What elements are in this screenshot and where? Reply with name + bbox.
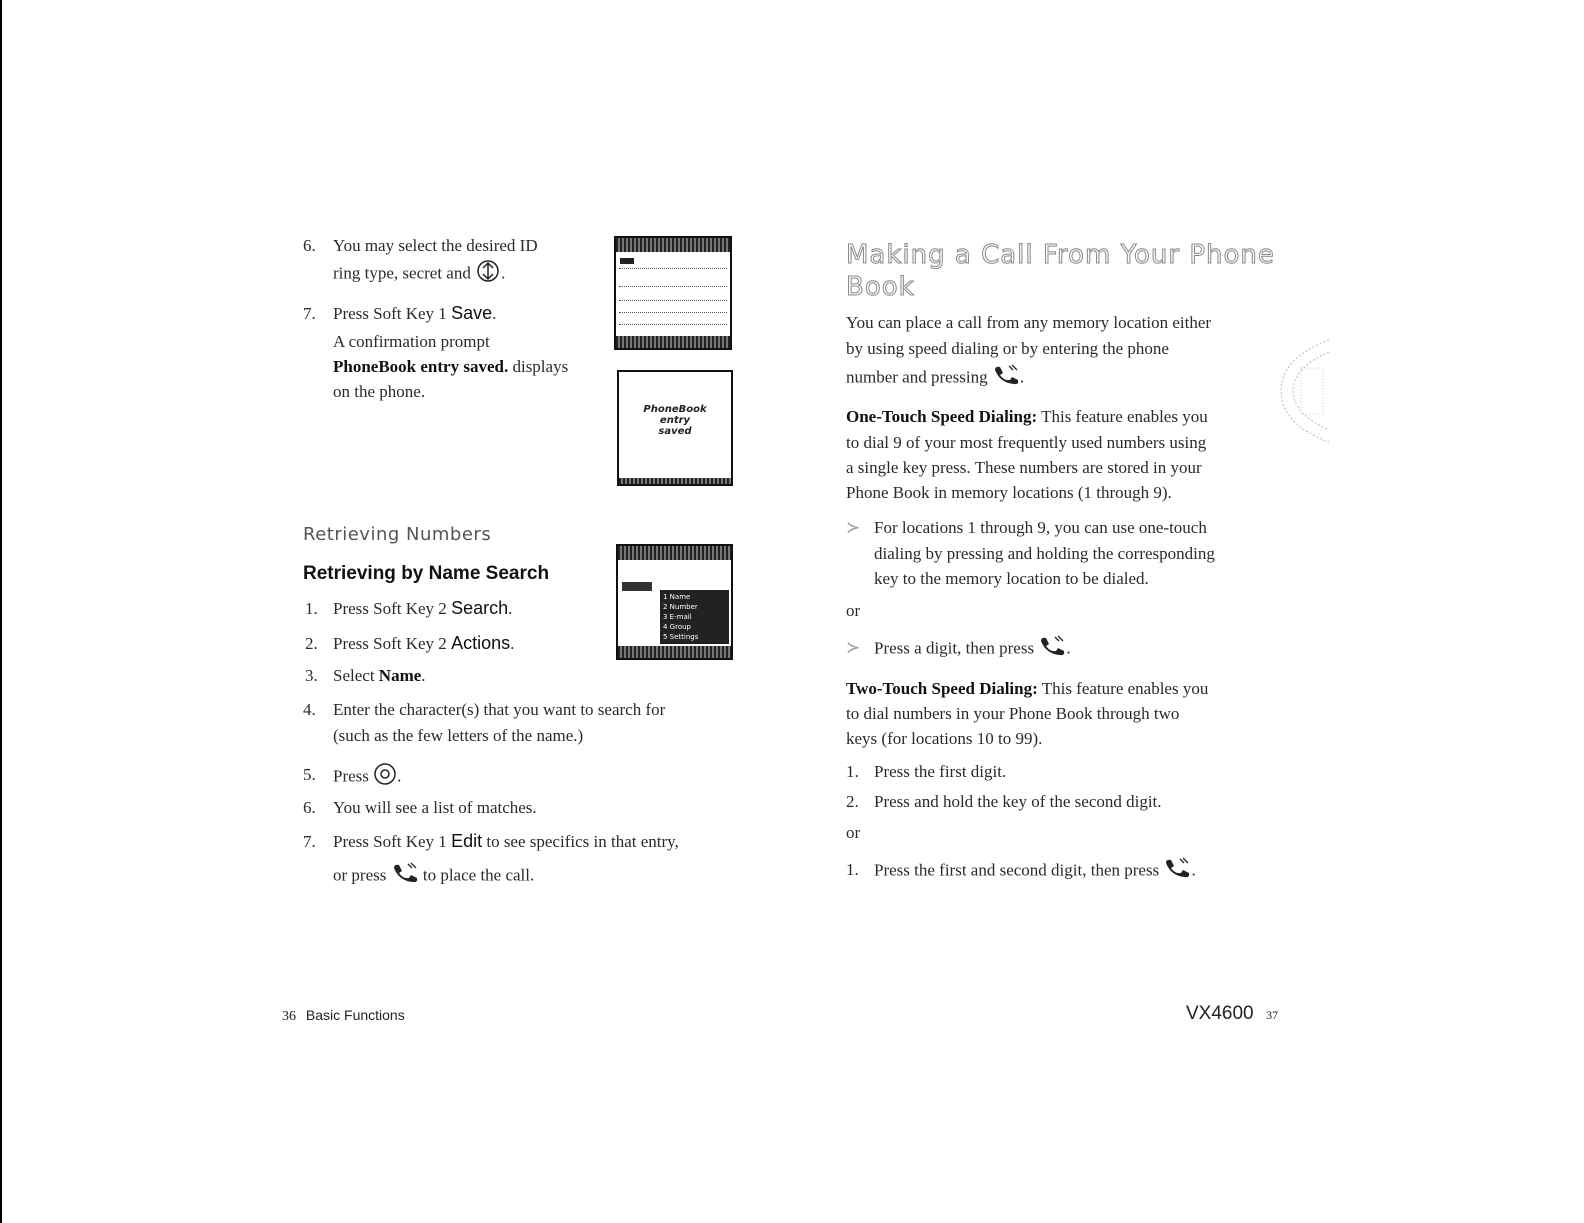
- send-key-icon: [391, 862, 419, 891]
- step-text-line: [333, 862, 534, 891]
- step-text-line: [333, 829, 679, 854]
- bullet-text-line: Press a digit, then press .: [874, 635, 1071, 664]
- step-text-cont: ring type, secret and: [333, 263, 471, 283]
- step-number: 1.: [846, 762, 859, 781]
- step-text-line: [333, 596, 512, 621]
- punct: .: [508, 599, 513, 618]
- step-text-line: Press the first and second digit, then press .: [874, 857, 1196, 886]
- step-text: Press and hold the key of the second digit.: [874, 792, 1162, 811]
- field-line: [619, 268, 727, 270]
- step-text-line: Press Soft Key 1 Save.: [333, 303, 497, 323]
- prompt-text: PhoneBook entry saved.: [333, 357, 509, 376]
- footer-right: [1186, 1003, 1278, 1025]
- menu-item: 2 Number: [663, 603, 698, 611]
- bullet-arrow-icon: ≻: [846, 638, 861, 657]
- step-text: to see specifics in that entry,: [482, 832, 679, 851]
- page-number: 36: [282, 1009, 296, 1024]
- send-key-icon: [1038, 635, 1066, 664]
- actions-menu: [660, 590, 729, 644]
- soft-key-label: Edit: [451, 831, 483, 851]
- step-text: displays: [508, 357, 569, 376]
- step-text-line: [333, 762, 401, 793]
- phone-screen-edit-entry: [614, 236, 732, 350]
- or-text: or: [846, 601, 861, 620]
- field-line: [619, 324, 727, 326]
- intro-text: number and pressing: [846, 367, 988, 387]
- saved-line: entry: [659, 415, 691, 426]
- model-name: VX4600: [1186, 1003, 1254, 1024]
- ok-key-icon: [373, 762, 397, 793]
- punct: .: [510, 634, 515, 653]
- page-title: Making a Call From Your Phone: [846, 240, 1275, 270]
- footer-left: [282, 1007, 405, 1025]
- step-number: 6.: [303, 236, 316, 255]
- field-line: [619, 312, 727, 314]
- step-text-line: ring type, secret and .: [333, 259, 505, 290]
- feature-label: Two-Touch Speed Dialing:: [846, 679, 1038, 698]
- step-number: 4.: [303, 700, 316, 719]
- step-text: Press the first digit.: [874, 762, 1007, 781]
- step-text: Press Soft Key 2: [333, 634, 452, 653]
- intro-text: You can place a call from any memory location either: [846, 313, 1212, 332]
- menu-item: 1 Name: [663, 593, 691, 601]
- soft-key-bar: [618, 646, 731, 658]
- soft-key-label: Search: [451, 598, 509, 618]
- bullet-text: dialing by pressing and holding the corresponding: [874, 544, 1215, 563]
- send-key-icon: [1163, 857, 1191, 886]
- step-text: on the phone.: [333, 382, 426, 401]
- step-text: Press the first and second digit, then press: [874, 860, 1160, 880]
- step-text-line: [333, 663, 426, 688]
- step-text: You will see a list of matches.: [333, 798, 537, 817]
- intro-text-line: number and pressing .: [846, 364, 1024, 393]
- feature-text: keys (for locations 10 to 99).: [846, 729, 1043, 748]
- step-text: Enter the character(s) that you want to search for: [333, 700, 666, 719]
- step-number: 6.: [303, 798, 316, 817]
- step-number: 7.: [303, 304, 316, 323]
- step-number: 7.: [303, 832, 316, 851]
- step-number: 5.: [303, 765, 316, 784]
- menu-item: 4 Group: [663, 623, 691, 631]
- step-number: 1.: [305, 599, 318, 618]
- highlight-row: [622, 582, 652, 591]
- footer-section: Basic Functions: [305, 1007, 405, 1023]
- feature-text: This feature enables you: [1037, 407, 1208, 426]
- field-line: [619, 286, 727, 288]
- soft-key-label: Save: [451, 303, 493, 323]
- step-text: You may select the desired ID: [333, 236, 538, 255]
- feature-label: One-Touch Speed Dialing:: [846, 407, 1038, 426]
- step-text: Press Soft Key 2: [333, 599, 452, 618]
- step-text-line: [333, 631, 514, 656]
- saved-line: PhoneBook: [643, 404, 707, 415]
- phone-screen-saved: [617, 370, 733, 486]
- step-text: Press: [333, 766, 369, 786]
- step-text-line: [333, 354, 568, 379]
- soft-key-bar: [619, 478, 731, 484]
- step-number: 2.: [846, 792, 859, 811]
- field-line: [619, 300, 727, 302]
- saved-line: saved: [658, 426, 692, 437]
- navigation-key-icon: [475, 259, 501, 290]
- step-text: (such as the few letters of the name.): [333, 726, 584, 745]
- step-text: Select: [333, 666, 379, 685]
- punct: .: [397, 766, 402, 786]
- feature-text: This feature enables you: [1037, 679, 1209, 698]
- soft-key-bar: [616, 336, 730, 348]
- bullet-text: For locations 1 through 9, you can use one-touch: [874, 518, 1207, 537]
- page-edge-rule: [0, 0, 2, 1223]
- feature-text: to dial 9 of your most frequently used numbers using: [846, 433, 1207, 452]
- punct: .: [421, 666, 426, 685]
- send-key-icon: [992, 364, 1020, 393]
- menu-option-label: Name: [378, 666, 422, 685]
- step-text: Press Soft Key 1: [333, 304, 452, 323]
- step-text: A confirmation prompt: [333, 332, 490, 351]
- bullet-text: key to the memory location to be dialed.: [874, 569, 1149, 588]
- subsection-title: Retrieving by Name Search: [303, 563, 550, 584]
- saved-message: [619, 404, 731, 437]
- feature-text: a single key press. These numbers are stored in your: [846, 458, 1202, 477]
- one-touch-para: [846, 404, 1208, 429]
- page-number: 37: [1266, 1008, 1279, 1022]
- step-text: Press Soft Key 1: [333, 832, 452, 851]
- status-bar: [618, 546, 731, 560]
- intro-text: by using speed dialing or by entering the phone: [846, 339, 1169, 358]
- step-text: to place the call.: [418, 865, 535, 885]
- section-title: Retrieving Numbers: [303, 524, 492, 545]
- field-marker: [620, 258, 634, 264]
- bullet-arrow-icon: ≻: [846, 518, 861, 537]
- page-title-cont: Book: [846, 272, 915, 302]
- menu-item: 3 E-mail: [663, 613, 692, 621]
- soft-key-label: Actions: [451, 633, 511, 653]
- two-touch-para: [846, 676, 1208, 701]
- phone-screen-search-actions: [616, 544, 733, 660]
- bullet-text: Press a digit, then press: [874, 638, 1035, 658]
- feature-text: Phone Book in memory locations (1 through 9).: [846, 483, 1172, 502]
- or-text: or: [846, 823, 861, 842]
- step-text: or press: [333, 865, 387, 885]
- status-bar: [616, 238, 730, 252]
- step-number: 2.: [305, 634, 318, 653]
- menu-item: 5 Settings: [663, 633, 699, 641]
- step-number: 1.: [846, 860, 859, 879]
- step-number: 3.: [305, 666, 318, 685]
- chapter-tab-graphic: [1279, 338, 1331, 444]
- feature-text: to dial numbers in your Phone Book through two: [846, 704, 1180, 723]
